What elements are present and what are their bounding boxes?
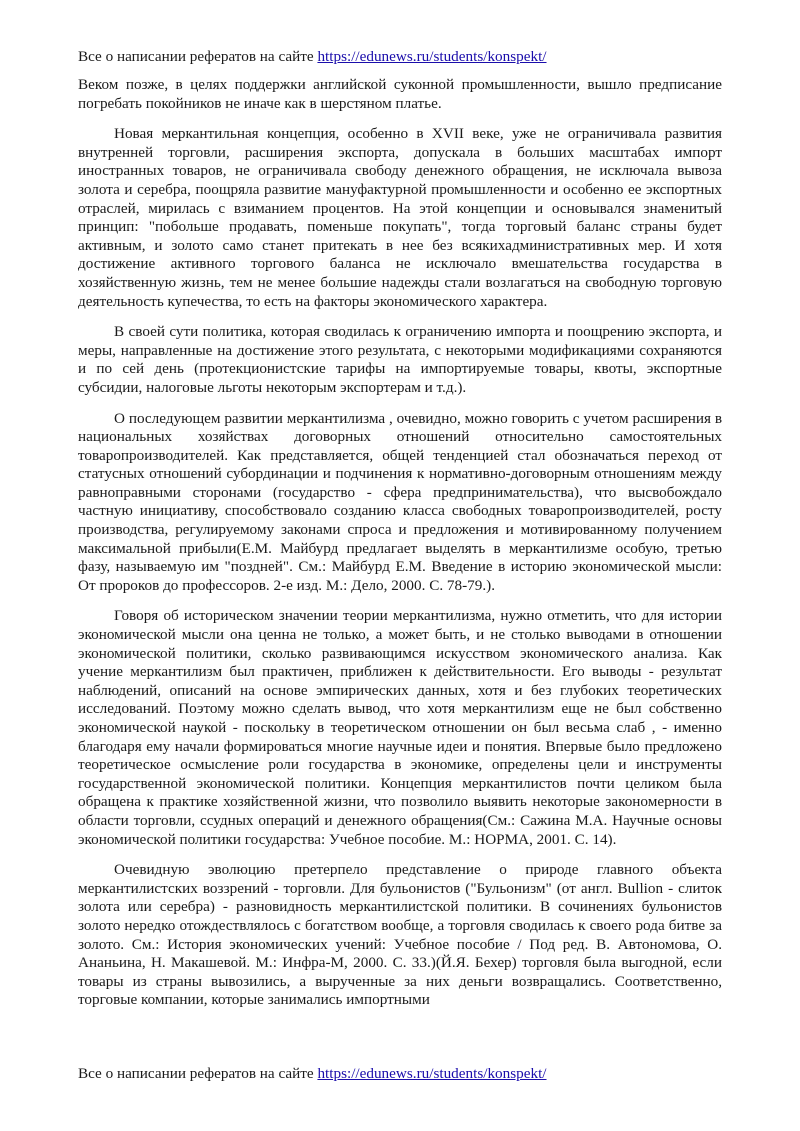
header-text: Все о написании рефератов на сайте <box>78 48 318 65</box>
page-header <box>78 47 547 67</box>
document-body <box>78 76 722 1022</box>
paragraph-5: Говоря об историческом значении теории меркантилизма, нужно отметить, что для истории экономической мысли она ценна не только, а может быть, и не столько выводами в отношении экономической политики, сколько развивающимся искусством экономического анализа. Как учение меркантилизм был практичен, приближен к действительности. Его выводы - результат наблюдений, описаний на основе эмпирических данных, хотя и без глубоких теоретических исследований. Поэтому можно сделать вывод, что хотя меркантилизм еще не был собственно экономической наукой - поскольку в теоретическом отношении он был весьма слаб , - именно благодаря ему начали формироваться многие научные идеи и понятия. Впервые было предложено теоретическое осмысление роли государства в экономике, определены цели и инструменты государственной экономической политики. Концепция меркантилистов почти целиком была обращена к практике хозяйственной жизни, что позволило выявить некоторые закономерности в области торговли, ссудных операций и денежного обращения(См.: Сажина М.А. Научные основы экономической политики государства: Учебное пособие. М.: НОРМА, 2001. С. 14). <box>78 607 722 848</box>
header-link[interactable]: https://edunews.ru/students/konspekt/ <box>317 48 547 65</box>
paragraph-6: Очевидную эволюцию претерпело представление о природе главного объекта меркантилистских воззрений - торговли. Для бульонистов ("Бульонизм" (от англ. Bullion - слиток золота или серебра) - разновидность меркантилистской политики. В сочинениях бульонистов золото нередко отождествлялось с богатством вообще, а торговля сводилась к своего рода битве за золото. См.: История экономических учений: Учебное пособие / Под ред. В. Автономова, О. Ананьина, Н. Макашевой. М.: Инфра-М, 2000. С. 33.)(Й.Я. Бехер) торговля была выгодной, если товары из страны вывозились, а вырученные за них деньги возвращались. Соответственно, торговые компании, которые занимались импортными <box>78 861 722 1009</box>
footer-link[interactable]: https://edunews.ru/students/konspekt/ <box>317 1065 547 1082</box>
paragraph-4: О последующем развитии меркантилизма , очевидно, можно говорить с учетом расширения в национальных хозяйствах договорных отношений относительно самостоятельных товаропроизводителей. Как представляется, общей тенденцией стал обозначаться переход от статусных отношений субординации и подчинения к нормативно-договорным отношениям между равноправными сторонами (государство - сфера предпринимательства), что высвобождало частную инициативу, способствовало созданию класса свободных товаропроизводителей, росту производства, регулируемому законами спроса и предложения и мотивированному получением максимальной прибыли(Е.М. Майбурд предлагает выделять в меркантилизме особую, третью фазу, называемую им "поздней". См.: Майбурд Е.М. Введение в историю экономической мысли: От пророков до профессоров. 2-е изд. М.: Дело, 2000. С. 78-79.). <box>78 409 722 594</box>
footer-text: Все о написании рефератов на сайте <box>78 1065 318 1082</box>
page-footer <box>78 1064 547 1084</box>
paragraph-1: Веком позже, в целях поддержки английской суконной промышленности, вышло предписание погребать покойников не иначе как в шерстяном платье. <box>78 76 722 112</box>
paragraph-2: Новая меркантильная концепция, особенно в XVII веке, уже не ограничивала развития внутренней торговли, расширения экспорта, допускала в больших масштабах импорт иностранных товаров, не ограничивала свободу денежного обращения, не исключала вывоза золота и серебра, поощряла развитие мануфактурной промышленности и особенно ее экспортных отраслей, мирилась с взиманием процентов. На этой концепции и основывался знаменитый принцип: "побольше продавать, поменьше покупать", тогда торговый баланс страны будет активным, и золото само станет притекать в нее без всякихадминистративных мер. И хотя достижение активного торгового баланса не исключало вмешательства государства в хозяйственную жизнь, тем не менее большие надежды стали возлагаться на свободную торговую деятельность купечества, то есть на факторы экономического характера. <box>78 125 722 310</box>
paragraph-3: В своей сути политика, которая сводилась к ограничению импорта и поощрению экспорта, и меры, направленные на достижение этого результата, с некоторыми модификациями сохраняются и по сей день (протекционистские тарифы на импортируемые товары, квоты, экспортные субсидии, налоговые льготы некоторым экспортерам и т.д.). <box>78 323 722 396</box>
